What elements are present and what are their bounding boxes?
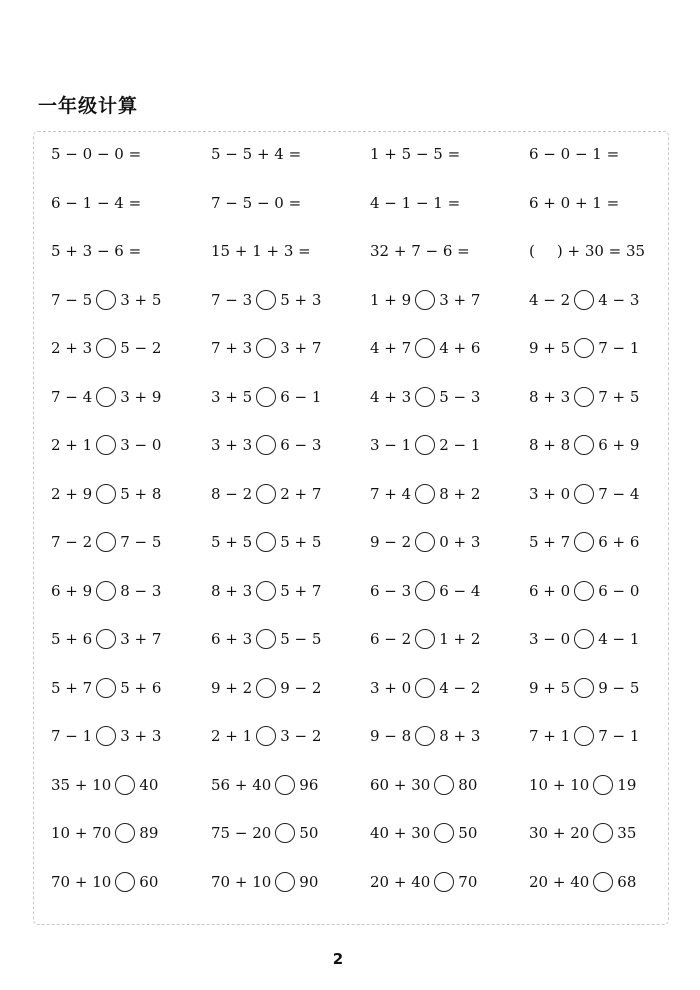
problem [211,770,318,800]
compare-circle[interactable] [256,338,276,358]
problem [51,333,161,363]
compare-circle[interactable] [574,338,594,358]
problem [529,285,639,315]
compare-circle[interactable] [256,387,276,407]
problem [529,818,636,848]
problem [211,188,301,218]
problem-right: 68 [617,872,637,891]
problem-right: 5 + 6 [120,678,162,697]
problem-left: ( [529,242,535,260]
problem [370,673,480,703]
problem [51,867,158,897]
problem-left: 6 + 0 [529,581,571,600]
problem [211,818,318,848]
problem [529,527,639,557]
problem [51,188,141,218]
compare-circle[interactable] [574,290,594,310]
problem-left: 5 + 5 [211,533,253,551]
compare-circle[interactable] [415,435,435,455]
page-number: 2 [332,950,344,968]
compare-circle[interactable] [96,581,116,601]
problem-right: 8 + 3 [439,727,481,745]
problem-left: 3 + 3 [211,436,253,454]
problem-right: 19 [617,775,637,794]
compare-circle[interactable] [256,435,276,455]
problem-right: 5 − 2 [120,339,162,357]
problem-left: 7 − 5 − 0 = [211,193,302,212]
compare-circle[interactable] [256,290,276,310]
problem [51,236,141,266]
problem-row [51,285,671,315]
problem [211,236,311,266]
problem-left: 3 − 1 [370,436,412,454]
problem-left: 9 + 2 [211,678,253,697]
problem-left: 9 − 8 [370,727,412,745]
problem-right: 8 + 2 [439,484,481,503]
problem-row [51,673,671,703]
problem-right: 5 + 5 [280,533,322,551]
problem [211,382,321,412]
problem [370,818,477,848]
compare-circle[interactable] [96,387,116,407]
problem-row [51,576,671,606]
problem [51,721,161,751]
problem [211,673,321,703]
problem [529,382,639,412]
compare-circle[interactable] [415,532,435,552]
problem [370,721,480,751]
problem-right: 4 − 2 [439,678,481,697]
problem-left: 5 − 0 − 0 = [51,145,142,163]
problem-row [51,430,671,460]
problem-right: 3 + 7 [280,339,322,357]
problem [370,527,480,557]
problem-left: 60 + 30 [370,775,431,794]
problem-right: 80 [458,775,478,794]
problem-right: 9 − 5 [598,678,640,697]
problem [51,285,161,315]
problem-right: 2 + 7 [280,484,322,503]
problem-row [51,624,671,654]
problem [51,430,161,460]
problem [370,139,460,169]
compare-circle[interactable] [415,726,435,746]
compare-circle[interactable] [415,484,435,504]
problem-row [51,818,671,848]
compare-circle[interactable] [96,435,116,455]
problem-left: 2 + 9 [51,484,93,503]
worksheet-box [33,131,669,925]
problem-right: 4 + 6 [439,339,481,357]
problem [211,624,321,654]
problem [370,576,480,606]
problem-left: 2 + 1 [211,727,253,745]
problem-left: 70 + 10 [51,872,112,891]
problem-left: 6 − 1 − 4 = [51,193,142,212]
problem-right: 3 + 9 [120,387,162,406]
problem [370,430,480,460]
problem [529,236,645,266]
compare-circle[interactable] [415,387,435,407]
problem-right: 7 − 1 [598,339,640,357]
problem-left: 7 − 1 [51,727,93,745]
problem-right: 7 − 4 [598,484,640,503]
problem [211,285,321,315]
problem-right: 96 [299,775,319,794]
problem-right: 90 [299,872,319,891]
problem [211,867,318,897]
problem-left: 6 + 3 [211,630,253,648]
problem-right: 7 + 5 [598,387,640,406]
compare-circle[interactable] [415,678,435,698]
problem-left: 5 + 7 [51,678,93,697]
problem-left: 40 + 30 [370,824,431,842]
compare-circle[interactable] [434,872,454,892]
problem [529,721,639,751]
problem-left: 5 + 6 [51,630,93,648]
problem [529,430,639,460]
compare-circle[interactable] [574,532,594,552]
problem-left: 20 + 40 [529,872,590,891]
page-title: 一年级计算 [38,95,139,117]
problem-left: 4 − 1 − 1 = [370,193,461,212]
problem-left: 56 + 40 [211,775,272,794]
problem-left: 32 + 7 − 6 = [370,242,470,260]
problem [529,624,639,654]
problem-left: 8 − 2 [211,484,253,503]
compare-circle[interactable] [115,872,135,892]
problem-left: 9 + 5 [529,339,571,357]
compare-circle[interactable] [96,484,116,504]
problem [211,139,301,169]
problem [370,867,477,897]
problem [211,576,321,606]
problem [370,333,480,363]
problem-right: 5 + 7 [280,581,322,600]
problem [51,527,161,557]
problem-right: 89 [139,824,159,842]
problem-left: 35 + 10 [51,775,112,794]
problem [211,479,321,509]
problem-left: 9 + 5 [529,678,571,697]
problem-right: 6 + 9 [598,436,640,454]
problem [529,188,619,218]
problem [211,527,321,557]
problem-row [51,479,671,509]
problem-right: 3 + 7 [439,290,481,309]
compare-circle[interactable] [275,775,295,795]
compare-circle[interactable] [574,629,594,649]
compare-circle[interactable] [415,338,435,358]
problem-right: 6 − 4 [439,581,481,600]
problem-left: 6 + 0 + 1 = [529,193,620,212]
problem-left: 7 + 3 [211,339,253,357]
compare-circle[interactable] [256,581,276,601]
compare-circle[interactable] [256,532,276,552]
compare-circle[interactable] [275,823,295,843]
problem-left: 7 − 5 [51,290,93,309]
problem-left: 9 − 2 [370,533,412,551]
problem-right: 7 − 5 [120,533,162,551]
problem-left: 7 − 3 [211,290,253,309]
compare-circle[interactable] [96,338,116,358]
compare-circle[interactable] [593,823,613,843]
problem-left: 8 + 8 [529,436,571,454]
problem-right: 70 [458,872,478,891]
problem [211,430,321,460]
compare-circle[interactable] [256,484,276,504]
compare-circle[interactable] [115,775,135,795]
problem [529,333,639,363]
problem [211,333,321,363]
compare-circle[interactable] [275,872,295,892]
problem-row [51,333,671,363]
problem-left: 3 + 0 [529,484,571,503]
problem-right: ) + 30 = 35 [556,242,646,260]
compare-circle[interactable] [574,581,594,601]
problem-row [51,721,671,751]
problem-left: 2 + 1 [51,436,93,454]
problem-right: 3 − 2 [280,727,322,745]
problem-left: 30 + 20 [529,824,590,842]
problem [370,479,480,509]
problem [370,624,480,654]
problem-left: 15 + 1 + 3 = [211,242,311,260]
problem [51,673,161,703]
problem [51,818,158,848]
problem-right: 5 + 8 [120,484,162,503]
problem-left: 7 − 4 [51,387,93,406]
problem-right: 50 [299,824,319,842]
problem-left: 10 + 70 [51,824,112,842]
problem-right: 5 + 3 [280,290,322,309]
problem [51,139,141,169]
problem-right: 3 + 3 [120,727,162,745]
compare-circle[interactable] [96,290,116,310]
compare-circle[interactable] [96,678,116,698]
problem-left: 3 + 0 [370,678,412,697]
compare-circle[interactable] [256,726,276,746]
problem [529,479,639,509]
problem-right: 7 − 1 [598,727,640,745]
problem-right: 5 − 5 [280,630,322,648]
problem-left: 3 + 5 [211,387,253,406]
problem-right: 2 − 1 [439,436,481,454]
problem [529,673,639,703]
problem-right: 6 + 6 [598,533,640,551]
problem [529,770,636,800]
problem [370,236,470,266]
problem-right: 6 − 3 [280,436,322,454]
compare-circle[interactable] [434,775,454,795]
problem-left: 6 − 2 [370,630,412,648]
problem-row [51,770,671,800]
problem-left: 4 + 3 [370,387,412,406]
problem-right: 3 + 5 [120,290,162,309]
problem [51,382,161,412]
problem-left: 7 + 4 [370,484,412,503]
problem-left: 4 + 7 [370,339,412,357]
problem-left: 6 − 3 [370,581,412,600]
problem [211,721,321,751]
problem [51,624,161,654]
problem-left: 6 + 9 [51,581,93,600]
problem-right: 5 − 3 [439,387,481,406]
problem [51,576,161,606]
problem-right: 4 − 3 [598,290,640,309]
problem-right: 6 − 1 [280,387,322,406]
problem-left: 5 + 3 − 6 = [51,242,142,260]
problem [529,576,639,606]
problem-row [51,139,671,169]
problem-left: 2 + 3 [51,339,93,357]
problem-row [51,527,671,557]
problem-left: 20 + 40 [370,872,431,891]
problem-left: 3 − 0 [529,630,571,648]
problem [370,188,460,218]
problem-left: 1 + 5 − 5 = [370,145,461,163]
problem-right: 50 [458,824,478,842]
problem [370,285,480,315]
compare-circle[interactable] [574,484,594,504]
problem-left: 10 + 10 [529,775,590,794]
problem-left: 5 + 7 [529,533,571,551]
problem-right: 40 [139,775,159,794]
compare-circle[interactable] [593,872,613,892]
compare-circle[interactable] [256,678,276,698]
problem-right: 0 + 3 [439,533,481,551]
problem-left: 4 − 2 [529,290,571,309]
compare-circle[interactable] [415,290,435,310]
compare-circle[interactable] [256,629,276,649]
compare-circle[interactable] [415,629,435,649]
problem-row [51,382,671,412]
compare-circle[interactable] [574,435,594,455]
problem-left: 8 + 3 [529,387,571,406]
problem-row [51,236,671,266]
problem-right: 35 [617,824,637,842]
compare-circle[interactable] [593,775,613,795]
compare-circle[interactable] [574,387,594,407]
problem-left: 6 − 0 − 1 = [529,145,620,163]
problem-right: 9 − 2 [280,678,322,697]
compare-circle[interactable] [96,726,116,746]
problem-right: 60 [139,872,159,891]
problem-right: 3 + 7 [120,630,162,648]
problem [529,139,619,169]
compare-circle[interactable] [96,629,116,649]
problem-right: 1 + 2 [439,630,481,648]
problem [370,382,480,412]
problem-right: 6 − 0 [598,581,640,600]
compare-circle[interactable] [415,581,435,601]
problem [529,867,636,897]
problem-left: 7 − 2 [51,533,93,551]
problem-left: 75 − 20 [211,824,272,842]
problem-left: 70 + 10 [211,872,272,891]
problem-right: 3 − 0 [120,436,162,454]
problem-left: 7 + 1 [529,727,571,745]
compare-circle[interactable] [434,823,454,843]
problem-left: 1 + 9 [370,290,412,309]
problem-right: 4 − 1 [598,630,640,648]
problem [51,770,158,800]
problem-row [51,188,671,218]
problem-right: 8 − 3 [120,581,162,600]
problem-left: 5 − 5 + 4 = [211,145,302,163]
compare-circle[interactable] [96,532,116,552]
compare-circle[interactable] [115,823,135,843]
problem-row [51,867,671,897]
problem [51,479,161,509]
problem-left: 8 + 3 [211,581,253,600]
problem [370,770,477,800]
compare-circle[interactable] [574,726,594,746]
compare-circle[interactable] [574,678,594,698]
